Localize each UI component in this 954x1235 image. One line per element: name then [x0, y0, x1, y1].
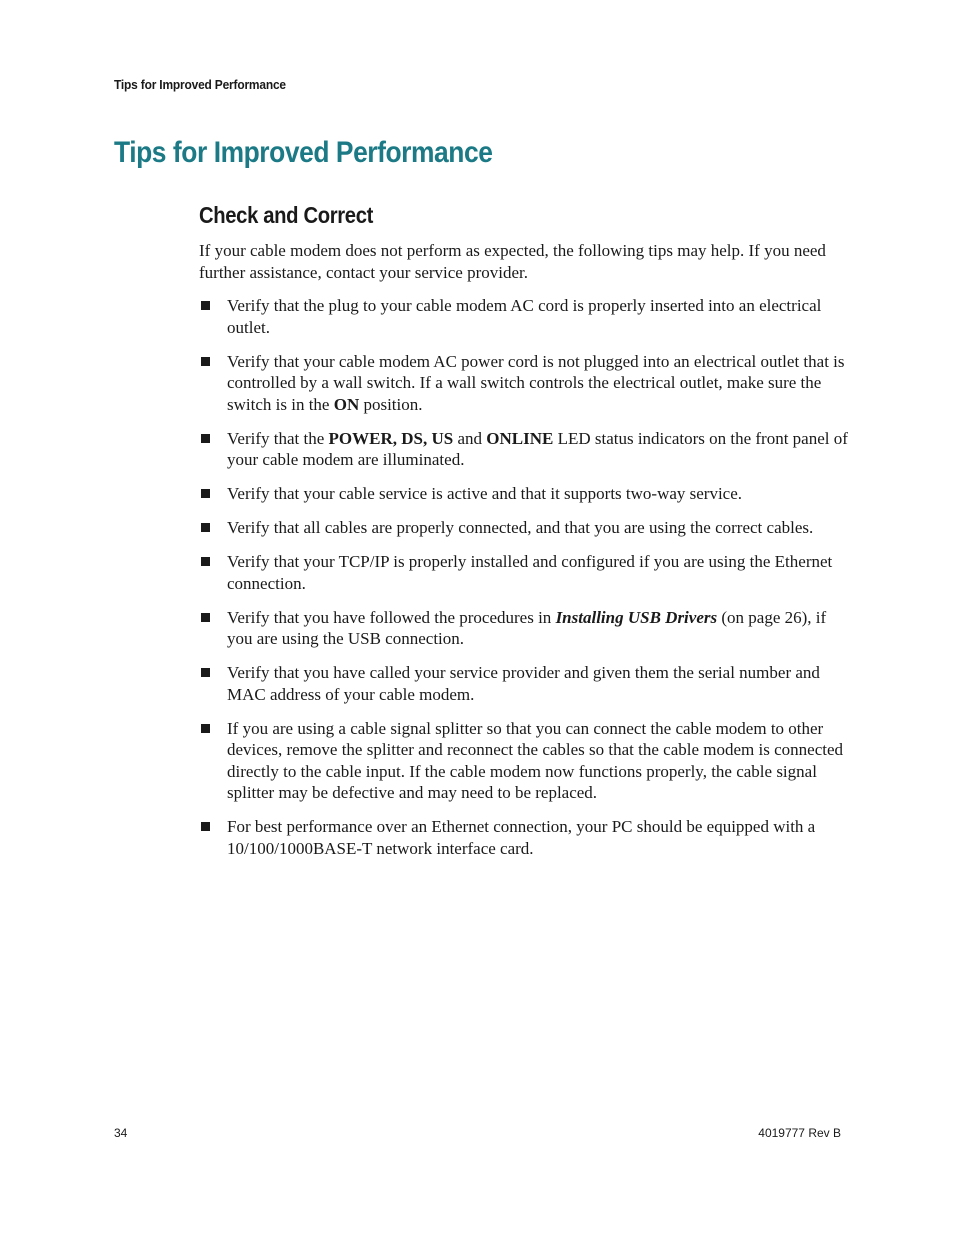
list-item: [199, 551, 849, 594]
square-bullet-icon: [201, 724, 210, 733]
list-item: [199, 607, 849, 650]
section-heading: Check and Correct: [199, 202, 373, 228]
list-item: [199, 816, 849, 859]
tip-text: LED status indicators on the front panel of your cable modem are illuminated.: [227, 428, 848, 469]
list-item: [199, 662, 849, 705]
tip-text: Verify that your cable service is active and that it supports two-way service.: [227, 484, 743, 503]
square-bullet-icon: [201, 489, 210, 498]
square-bullet-icon: [201, 557, 210, 566]
square-bullet-icon: [201, 301, 210, 310]
tip-text: If you are using a cable signal splitter so that you can connect the cable modem to other devices, remove the splitter and reconnect the cables so that the cable modem is connected directly to the cable input. If the cable modem now functions properly, the cable signal splitter may be defective and may need to be replaced.: [227, 718, 844, 802]
page-title: Tips for Improved Performance: [114, 136, 493, 169]
list-item: [199, 517, 849, 539]
tip-text: For best performance over an Ethernet connection, your PC should be equipped with a 10/100/1000BASE-T network interface card.: [227, 817, 816, 858]
tip-text: Verify that your TCP/IP is properly installed and configured if you are using the Ethernet connection.: [227, 552, 833, 593]
square-bullet-icon: [201, 822, 210, 831]
list-item: [199, 295, 849, 338]
square-bullet-icon: [201, 523, 210, 532]
page-number: 34: [114, 1126, 128, 1140]
cross-reference-link[interactable]: Installing USB Drivers: [555, 607, 718, 627]
document-id: 4019777 Rev B: [758, 1126, 841, 1140]
list-item: [199, 718, 849, 804]
square-bullet-icon: [201, 613, 210, 622]
body-content: [199, 240, 849, 872]
tip-text: (on page 26), if you are using the USB connection.: [227, 607, 827, 648]
tip-text: position.: [359, 394, 423, 414]
tips-list: [199, 295, 849, 859]
intro-paragraph: If your cable modem does not perform as expected, the following tips may help. If you need further assistance, contact your service provider.: [199, 241, 826, 282]
list-item: [199, 351, 849, 416]
list-item: [199, 483, 849, 505]
tip-text: and: [453, 428, 487, 448]
tip-bold-term: ONLINE: [486, 428, 554, 448]
tip-text: Verify that the plug to your cable modem AC cord is properly inserted into an electrical outlet.: [227, 296, 822, 337]
tip-bold-term: ON: [333, 394, 360, 414]
tip-text: Verify that the: [227, 428, 329, 448]
tip-text: Verify that you have followed the procedures in: [227, 607, 556, 627]
running-header: Tips for Improved Performance: [114, 77, 286, 92]
tip-bold-term: POWER, DS, US: [328, 428, 454, 448]
tip-text: Verify that your cable modem AC power cord is not plugged into an electrical outlet that is controlled by a wall switch. If a wall switch controls the electrical outlet, make sure the switch is in the: [227, 351, 845, 414]
square-bullet-icon: [201, 668, 210, 677]
square-bullet-icon: [201, 434, 210, 443]
square-bullet-icon: [201, 357, 210, 366]
list-item: [199, 428, 849, 471]
tip-text: Verify that all cables are properly connected, and that you are using the correct cables.: [227, 518, 814, 537]
tip-text: Verify that you have called your service provider and given them the serial number and MAC address of your cable modem.: [227, 663, 820, 704]
